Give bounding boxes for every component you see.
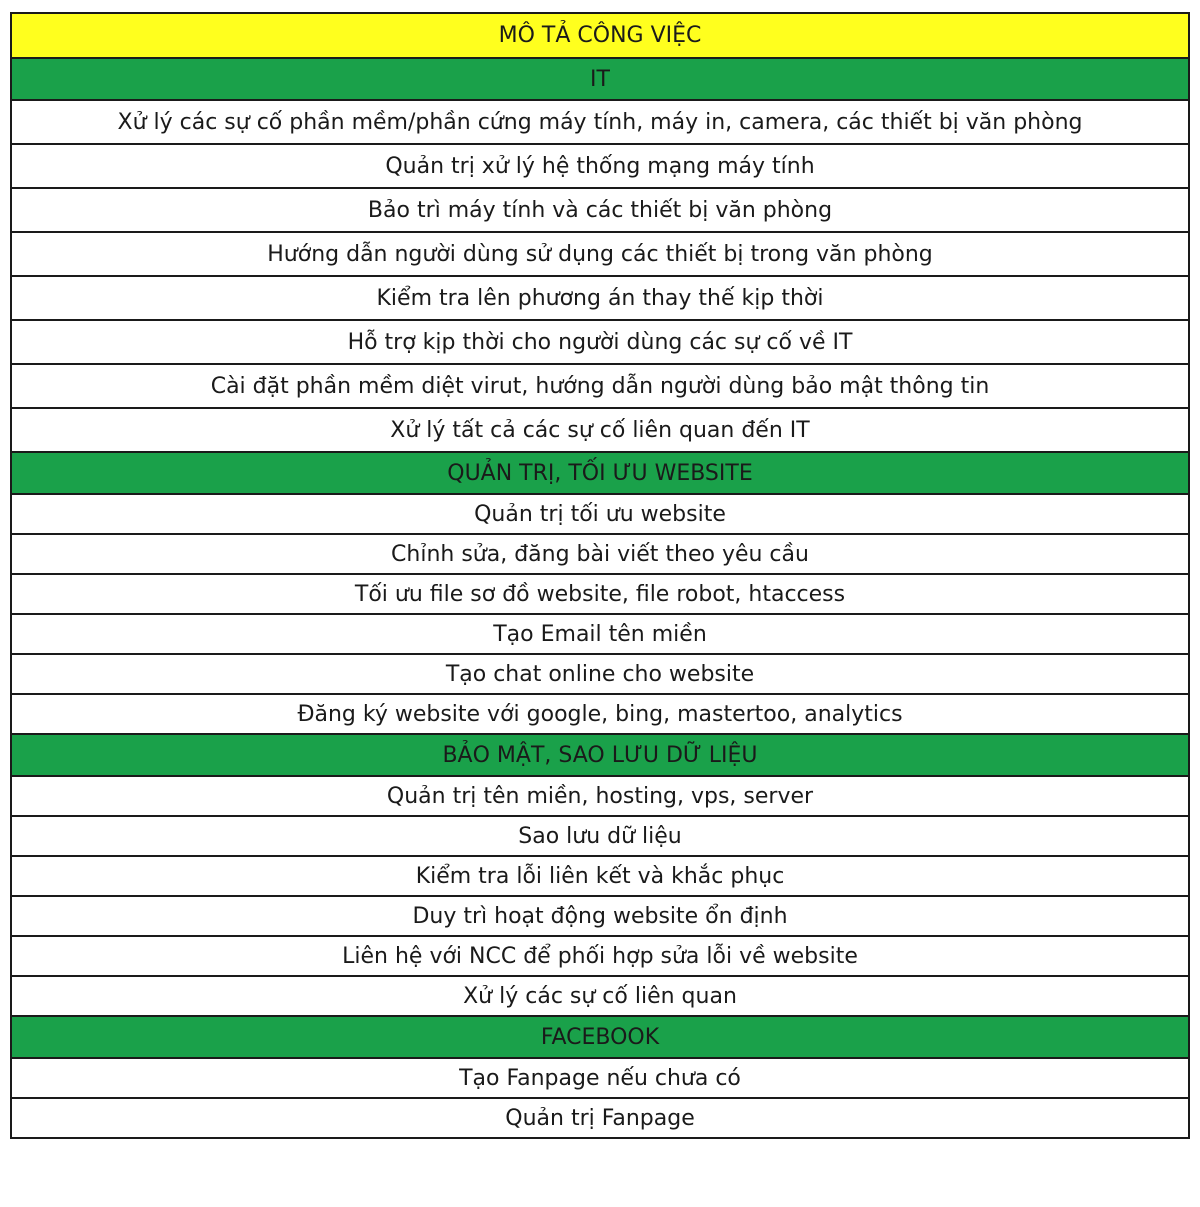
section-heading-security: BẢO MẬT, SAO LƯU DỮ LIỆU (11, 734, 1189, 776)
task-cell: Đăng ký website với google, bing, mastertoo, analytics (11, 694, 1189, 734)
task-cell: Hướng dẫn người dùng sử dụng các thiết bị trong văn phòng (11, 232, 1189, 276)
table-row (11, 364, 1189, 408)
table-row (11, 320, 1189, 364)
task-cell: Tạo Email tên miền (11, 614, 1189, 654)
table-row (11, 816, 1189, 856)
task-cell: Quản trị Fanpage (11, 1098, 1189, 1138)
section-header-row (11, 734, 1189, 776)
table-row (11, 1098, 1189, 1138)
table-row (11, 694, 1189, 734)
table-row (11, 976, 1189, 1016)
section-header-row (11, 58, 1189, 100)
section-heading-website: QUẢN TRỊ, TỐI ƯU WEBSITE (11, 452, 1189, 494)
table-row (11, 494, 1189, 534)
section-header-row (11, 1016, 1189, 1058)
table-row (11, 936, 1189, 976)
table-row (11, 100, 1189, 144)
task-cell: Sao lưu dữ liệu (11, 816, 1189, 856)
task-cell: Liên hệ với NCC để phối hợp sửa lỗi về website (11, 936, 1189, 976)
task-cell: Xử lý tất cả các sự cố liên quan đến IT (11, 408, 1189, 452)
table-row (11, 654, 1189, 694)
task-cell: Duy trì hoạt động website ổn định (11, 896, 1189, 936)
table-row (11, 574, 1189, 614)
task-cell: Kiểm tra lỗi liên kết và khắc phục (11, 856, 1189, 896)
task-cell: Tạo Fanpage nếu chưa có (11, 1058, 1189, 1098)
task-cell: Quản trị xử lý hệ thống mạng máy tính (11, 144, 1189, 188)
job-description-table (10, 12, 1190, 1139)
table-row (11, 1058, 1189, 1098)
table-row (11, 232, 1189, 276)
table-row (11, 896, 1189, 936)
table-row (11, 614, 1189, 654)
table-row (11, 188, 1189, 232)
table-title: MÔ TẢ CÔNG VIỆC (11, 13, 1189, 58)
table-row (11, 534, 1189, 574)
section-heading-facebook: FACEBOOK (11, 1016, 1189, 1058)
section-heading-it: IT (11, 58, 1189, 100)
task-cell: Tạo chat online cho website (11, 654, 1189, 694)
task-cell: Hỗ trợ kịp thời cho người dùng các sự cố về IT (11, 320, 1189, 364)
task-cell: Quản trị tối ưu website (11, 494, 1189, 534)
table-row (11, 408, 1189, 452)
task-cell: Chỉnh sửa, đăng bài viết theo yêu cầu (11, 534, 1189, 574)
task-cell: Kiểm tra lên phương án thay thế kịp thời (11, 276, 1189, 320)
table-row (11, 144, 1189, 188)
task-cell: Tối ưu file sơ đồ website, file robot, htaccess (11, 574, 1189, 614)
table-row (11, 776, 1189, 816)
table-row (11, 276, 1189, 320)
task-cell: Cài đặt phần mềm diệt virut, hướng dẫn người dùng bảo mật thông tin (11, 364, 1189, 408)
task-cell: Quản trị tên miền, hosting, vps, server (11, 776, 1189, 816)
title-row (11, 13, 1189, 58)
task-cell: Xử lý các sự cố liên quan (11, 976, 1189, 1016)
section-header-row (11, 452, 1189, 494)
table-row (11, 856, 1189, 896)
task-cell: Xử lý các sự cố phần mềm/phần cứng máy tính, máy in, camera, các thiết bị văn phòng (11, 100, 1189, 144)
task-cell: Bảo trì máy tính và các thiết bị văn phòng (11, 188, 1189, 232)
